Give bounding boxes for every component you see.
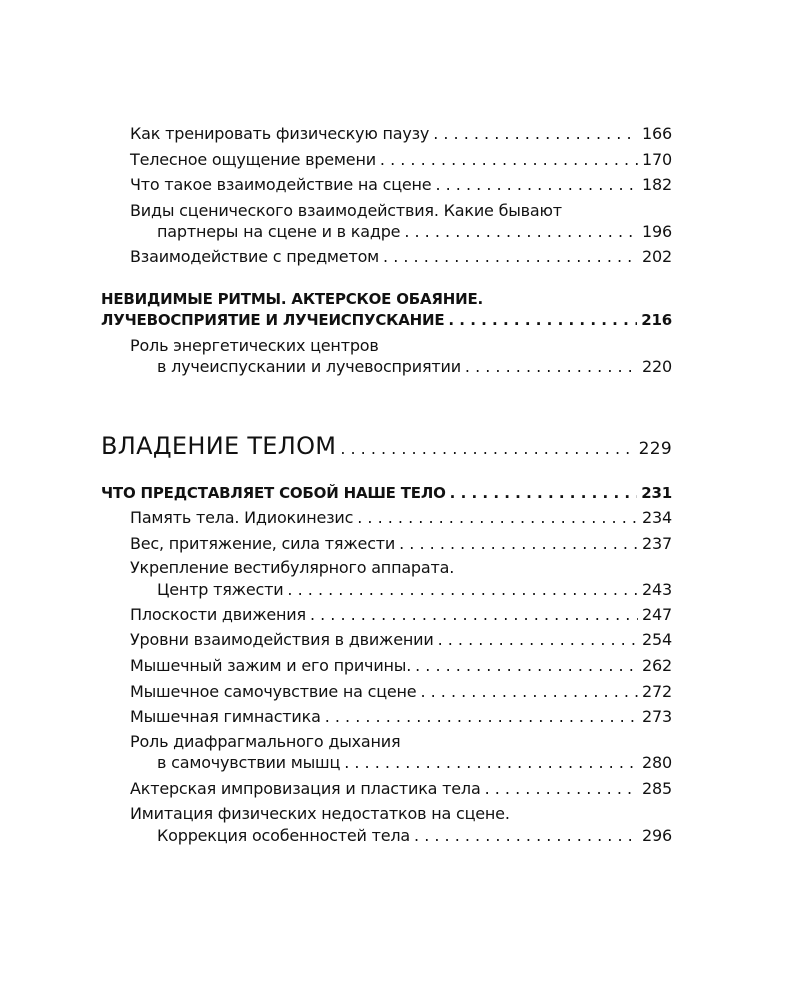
toc-entry-title: Как тренировать физическую паузу (130, 124, 430, 143)
toc-entry (130, 124, 672, 143)
toc-entry (157, 357, 672, 376)
toc-section (101, 484, 672, 502)
toc-part-page: 229 (638, 439, 672, 459)
toc-entry (130, 175, 672, 194)
toc-part-title: ВЛАДЕНИЕ ТЕЛОМ (101, 432, 337, 460)
dot-leader (399, 534, 638, 553)
toc-entry-page: 234 (642, 508, 672, 527)
toc-entry-title: Что такое взаимодействие на сцене (130, 175, 432, 194)
toc-entry-page: 170 (642, 150, 672, 169)
dot-leader (435, 175, 638, 194)
toc-entry-title-line1: Виды сценического взаимодействия. Какие бывают (130, 201, 562, 220)
toc-entry-title-line2: Коррекция особенностей тела (157, 826, 411, 845)
dot-leader (325, 707, 638, 726)
toc-entry-page: 220 (642, 357, 672, 376)
toc-entry-title: Телесное ощущение времени (130, 150, 376, 169)
toc-entry (130, 247, 672, 266)
dot-leader (465, 357, 638, 376)
dot-leader (415, 656, 638, 675)
toc-entry-page: 247 (642, 605, 672, 624)
dot-leader (433, 124, 638, 143)
toc-section-title-line1: НЕВИДИМЫЕ РИТМЫ. АКТЕРСКОЕ ОБАЯНИЕ. (101, 290, 484, 308)
toc-entry-page: 273 (642, 707, 672, 726)
toc-entry (157, 222, 672, 241)
dot-leader (420, 682, 638, 701)
toc-entry-title: Вес, притяжение, сила тяжести (130, 534, 396, 553)
toc-entry-title: Актерская импровизация и пластика тела (130, 779, 481, 798)
toc-entry-title: Мышечная гимнастика (130, 707, 321, 726)
toc-entry-page: 202 (642, 247, 672, 266)
toc-entry-page: 196 (642, 222, 672, 241)
toc-part (101, 432, 672, 460)
toc-entry-title: Память тела. Идиокинезис (130, 508, 354, 527)
toc-entry (157, 753, 672, 772)
toc-entry-title-line2: Центр тяжести (157, 580, 284, 599)
dot-leader (380, 150, 638, 169)
toc-entry-page: 243 (642, 580, 672, 599)
toc-entry (130, 779, 672, 798)
toc-entry-page: 296 (642, 826, 672, 845)
dot-leader (414, 826, 638, 845)
toc-entry (130, 656, 672, 675)
toc-section-page: 231 (641, 484, 672, 502)
dot-leader (383, 247, 638, 266)
toc-entry-title: Уровни взаимодействия в движении (130, 630, 434, 649)
toc-entry (130, 605, 672, 624)
toc-entry-page: 254 (642, 630, 672, 649)
toc-entry (130, 508, 672, 527)
toc-entry-page: 285 (642, 779, 672, 798)
dot-leader (438, 630, 638, 649)
dot-leader (310, 605, 638, 624)
dot-leader (450, 484, 638, 502)
toc-entry (130, 707, 672, 726)
toc-entry-title-line2: партнеры на сцене и в кадре (157, 222, 401, 241)
toc-entry-page: 237 (642, 534, 672, 553)
toc-entry-page: 182 (642, 175, 672, 194)
toc-entry-title-line2: в лучеиспускании и лучевосприятии (157, 357, 461, 376)
toc-entry (130, 630, 672, 649)
toc-entry (130, 534, 672, 553)
toc-entry-title: Мышечный зажим и его причины. (130, 656, 412, 675)
toc-entry-page: 262 (642, 656, 672, 675)
toc-entry-title-line2: в самочувствии мышц (157, 753, 341, 772)
dot-leader (287, 580, 638, 599)
toc-entry-title-line1: Роль энергетических центров (130, 336, 379, 355)
toc-entry-page: 280 (642, 753, 672, 772)
toc-entry-title-line1: Укрепление вестибулярного аппарата. (130, 558, 455, 577)
toc-entry (157, 826, 672, 845)
dot-leader (344, 753, 638, 772)
toc-entry-page: 272 (642, 682, 672, 701)
toc-entry (157, 580, 672, 599)
dot-leader (340, 439, 634, 458)
toc-entry-title: Мышечное самочувствие на сцене (130, 682, 417, 701)
dot-leader (485, 779, 638, 798)
toc-entry (130, 682, 672, 701)
dot-leader (357, 508, 638, 527)
toc-entry-title-line1: Роль диафрагмального дыхания (130, 732, 401, 751)
toc-section-title: ЧТО ПРЕДСТАВЛЯЕТ СОБОЙ НАШЕ ТЕЛО (101, 484, 446, 502)
toc-entry-page: 166 (642, 124, 672, 143)
toc-entry-title: Плоскости движения (130, 605, 306, 624)
dot-leader (448, 311, 637, 329)
toc-section (101, 311, 672, 329)
toc-entry (130, 150, 672, 169)
toc-section-title-line2: ЛУЧЕВОСПРИЯТИЕ И ЛУЧЕИСПУСКАНИЕ (101, 311, 445, 329)
toc-section-page: 216 (641, 311, 672, 329)
toc-entry-title-line1: Имитация физических недостатков на сцене. (130, 804, 510, 823)
toc-entry-title: Взаимодействие с предметом (130, 247, 380, 266)
dot-leader (404, 222, 638, 241)
